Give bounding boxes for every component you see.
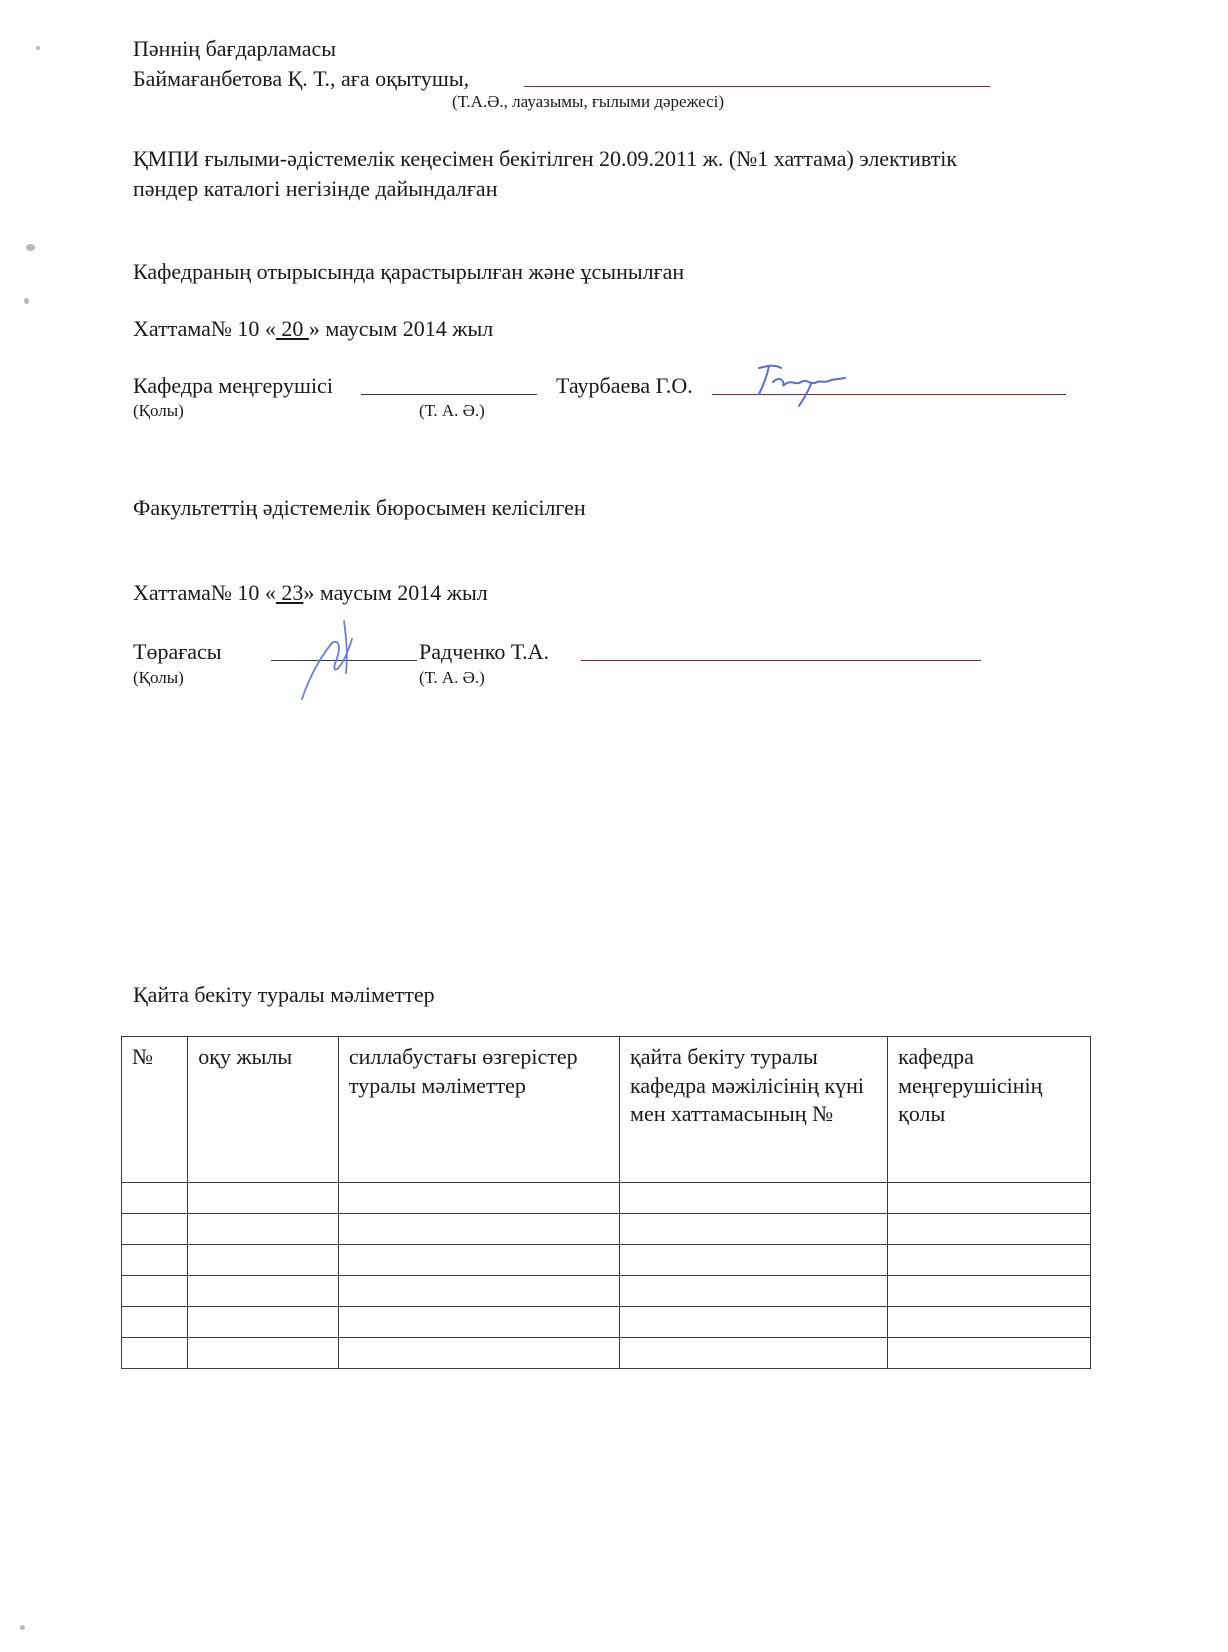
table-cell — [188, 1183, 339, 1214]
protocol-day: 20 — [275, 316, 309, 341]
table-cell — [338, 1276, 619, 1307]
author-caption: (Т.А.Ә., лауазымы, ғылыми дәрежесі) — [452, 92, 725, 111]
col-changes-header: силлабустағы өзгерістер туралы мәліметтер — [338, 1037, 619, 1183]
table-cell — [122, 1245, 188, 1276]
table-cell — [338, 1183, 619, 1214]
table-cell — [888, 1338, 1091, 1369]
faculty-name-caption: (Т. А. Ә.) — [419, 668, 485, 687]
table-row — [122, 1183, 1091, 1214]
col-signature-header: кафедра меңгерушісінің қолы — [888, 1037, 1091, 1183]
table-cell — [620, 1183, 888, 1214]
faculty-name-line — [581, 660, 981, 661]
department-sign-line — [361, 394, 537, 395]
table-cell — [188, 1307, 339, 1338]
table-cell — [122, 1276, 188, 1307]
table-cell — [338, 1338, 619, 1369]
reapproval-table — [121, 1036, 1091, 1369]
protocol-day: 23 — [275, 580, 304, 605]
reapproval-heading: Қайта бекіту туралы мәліметтер — [133, 982, 435, 1007]
author-fill-line — [524, 86, 990, 87]
table-cell — [122, 1307, 188, 1338]
protocol-prefix: Хаттама№ 10 « — [133, 316, 276, 341]
table-cell — [188, 1214, 339, 1245]
protocol-suffix: » маусым 2014 жыл — [303, 580, 488, 605]
department-head-name: Таурбаева Г.О. — [556, 373, 693, 398]
table-row — [122, 1276, 1091, 1307]
table-cell — [338, 1307, 619, 1338]
table-row — [122, 1338, 1091, 1369]
table-cell — [888, 1276, 1091, 1307]
table-cell — [188, 1338, 339, 1369]
table-cell — [122, 1338, 188, 1369]
table-cell — [888, 1307, 1091, 1338]
col-number-header: № — [122, 1037, 188, 1183]
protocol-prefix: Хаттама№ 10 « — [133, 580, 276, 605]
table-cell — [888, 1245, 1091, 1276]
program-title: Пәннің бағдарламасы — [133, 36, 337, 61]
table-cell — [188, 1276, 339, 1307]
scan-speck — [36, 46, 40, 50]
faculty-heading: Факультеттің әдістемелік бюросымен келісілген — [133, 495, 586, 520]
approval-text-line2: пәндер каталогі негізінде дайындалған — [133, 176, 498, 201]
col-year-header: оқу жылы — [188, 1037, 339, 1183]
faculty-chair-label: Төрағасы — [133, 639, 222, 664]
table-row — [122, 1307, 1091, 1338]
protocol-suffix: » маусым 2014 жыл — [308, 316, 494, 341]
department-head-signature — [745, 356, 855, 416]
table-row — [122, 1214, 1091, 1245]
table-cell — [888, 1214, 1091, 1245]
author-line: Баймағанбетова Қ. Т., аға оқытушы, — [133, 66, 470, 91]
faculty-chair-signature — [292, 615, 382, 705]
scan-speck — [24, 298, 29, 304]
table-cell — [620, 1338, 888, 1369]
scan-speck — [20, 1625, 25, 1630]
table-cell — [188, 1245, 339, 1276]
table-cell — [620, 1276, 888, 1307]
faculty-protocol — [133, 580, 488, 606]
department-protocol — [133, 316, 493, 342]
table-header-row — [122, 1037, 1091, 1183]
table-cell — [122, 1214, 188, 1245]
scan-speck — [26, 244, 35, 251]
col-meeting-header: қайта бекіту туралы кафедра мәжілісінің күні мен хаттамасының № — [620, 1037, 888, 1183]
table-cell — [620, 1214, 888, 1245]
table-cell — [338, 1214, 619, 1245]
department-sign-caption: (Қолы) — [133, 401, 184, 420]
table-cell — [122, 1183, 188, 1214]
department-name-caption: (Т. А. Ә.) — [419, 401, 485, 420]
table-cell — [620, 1245, 888, 1276]
table-cell — [338, 1245, 619, 1276]
faculty-chair-name: Радченко Т.А. — [419, 639, 549, 664]
table-cell — [888, 1183, 1091, 1214]
department-head-label: Кафедра меңгерушісі — [133, 373, 333, 398]
department-heading: Кафедраның отырысында қарастырылған және ұсынылған — [133, 259, 685, 284]
table-row — [122, 1245, 1091, 1276]
approval-text-line1: ҚМПИ ғылыми-әдістемелік кеңесімен бекітілген 20.09.2011 ж. (№1 хаттама) элективтік — [133, 146, 958, 171]
table-cell — [620, 1307, 888, 1338]
faculty-sign-caption: (Қолы) — [133, 668, 184, 687]
